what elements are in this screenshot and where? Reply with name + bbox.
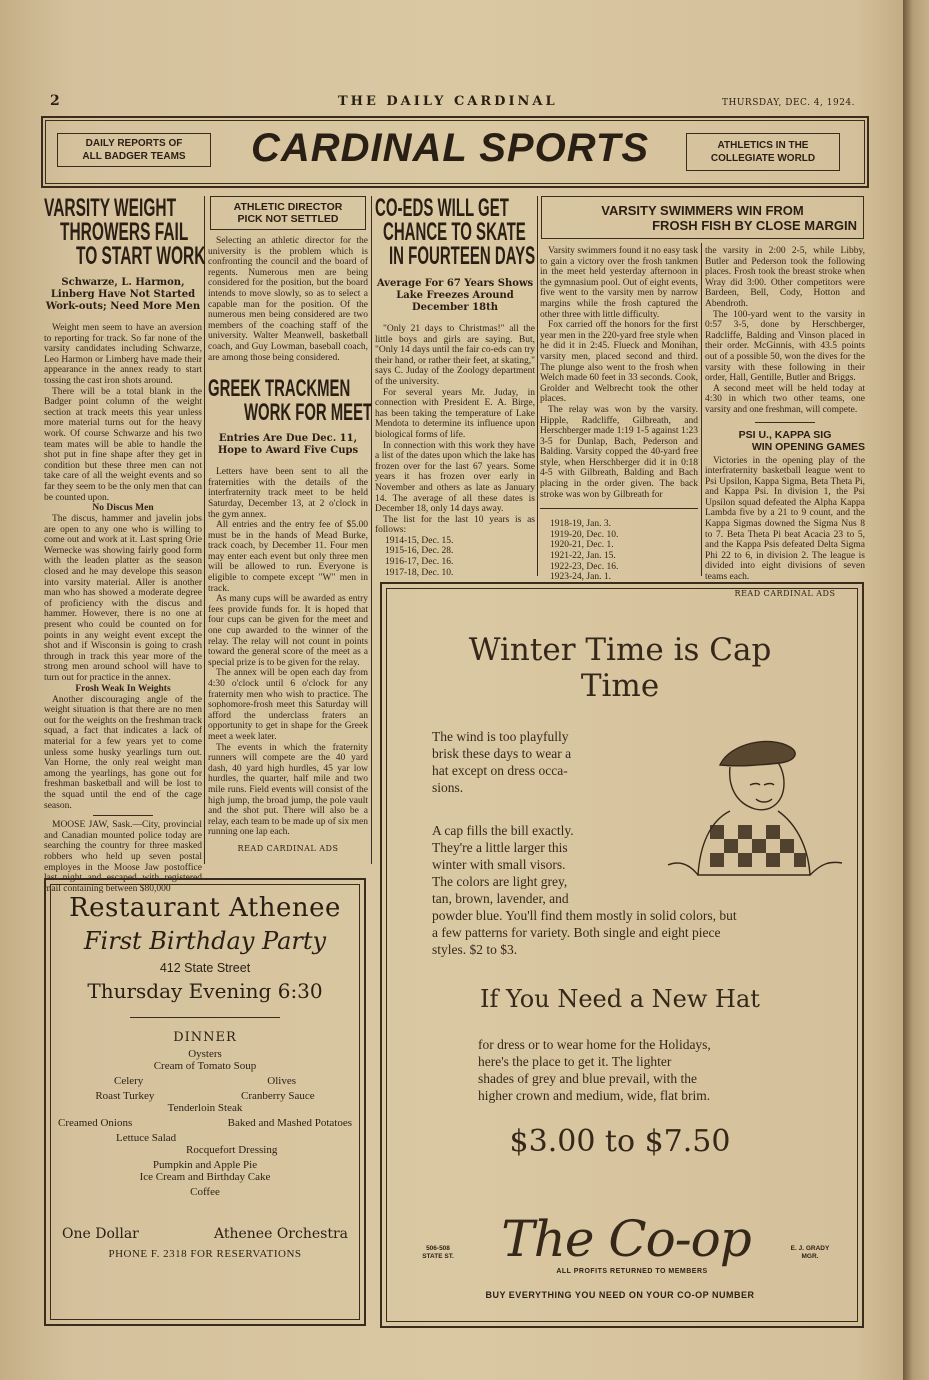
menu-row xyxy=(52,1090,358,1102)
dateline: THURSDAY, DEC. 4, 1924. xyxy=(722,98,856,108)
divider xyxy=(93,815,153,816)
price: One Dollar xyxy=(62,1226,139,1242)
paragraph: The list for the last 10 years is as follows: xyxy=(375,514,535,536)
page-number: 2 xyxy=(50,93,60,109)
read-ads-footer: READ CARDINAL ADS xyxy=(237,843,339,853)
column-rule xyxy=(701,243,702,576)
banner-right-box xyxy=(686,133,840,171)
headline-line: CHANCE TO SKATE xyxy=(383,218,526,246)
article-deck: Average For 67 Years Shows Lake Freezes Around December 18th xyxy=(376,278,534,313)
text-line: for dress or to wear home for the Holidays, xyxy=(478,1037,711,1052)
column-rule xyxy=(371,196,372,864)
coop-logo-tagline: ALL PROFITS RETURNED TO MEMBERS xyxy=(556,1268,708,1275)
text-line: sions. xyxy=(432,780,464,795)
paragraph: As many cups will be awarded as entry fees provide funds for. It is hoped that four cups can be given for the meet and one cup awarded to the winner of the relay. The relay will not count in points toward the general score of the meet as a special prize is to be given for the relay. xyxy=(208,594,368,668)
coop-paragraph-2 xyxy=(432,822,672,907)
freeze-date-list xyxy=(385,536,535,578)
coop-paragraph-2-continued xyxy=(432,907,852,958)
headline-line: VARSITY WEIGHT xyxy=(44,194,177,222)
paragraph: Weight men seem to have an aversion to reporting for track. So far none of the varsity candidates including Schwarze, Leo Harmon or Limberg have made their appearance in the annex ready to start tossing the cast iron shots around. xyxy=(44,323,202,386)
list-item: 1918-19, Jan. 3. xyxy=(550,519,611,530)
text-line: styles. $2 to $3. xyxy=(432,942,518,957)
address: 412 State Street xyxy=(159,961,251,975)
divider xyxy=(755,422,815,423)
text-line: winter with small visors. xyxy=(432,857,566,872)
text-line: hat except on dress occa- xyxy=(432,763,568,778)
article-deck: Schwarze, L. Harmon, Linberg Have Not Started Work-outs; Need More Men xyxy=(45,277,201,312)
paragraph: A second meet will be held today at 4:30 in which two other teams, one varsity and one freshman, will compete. xyxy=(705,383,865,415)
list-item: 1921-22, Jan. 15. xyxy=(550,551,616,562)
coop-subheadline: If You Need a New Hat xyxy=(480,985,760,1013)
paragraph: Varsity swimmers found it no easy task to gain a victory over the frosh tankmen in the meet held yesterday afternoon in the gymnasium pool. Out of eight events, five went to the varsity men by narrow margins while the frosh captured the other three with little difficulty. xyxy=(540,246,698,320)
list-item: 1914-15, Dec. 15. xyxy=(385,535,454,546)
banner-right-line1: ATHLETICS IN THE xyxy=(717,140,809,151)
coop-headline xyxy=(400,632,840,704)
paragraph: Letters have been sent to all the fraternities with the details of the interfraternity track meet to be held Saturday, December 13, at 2 o'clock in the gym annex. xyxy=(208,467,368,520)
list-item: 1919-20, Dec. 10. xyxy=(550,529,619,540)
article-weight-throwers xyxy=(44,194,206,894)
menu-item: Rocquefort Dressing xyxy=(186,1144,278,1156)
paragraph: The discus, hammer and javelin jobs are open to any one who is willing to come out and work at it. Last spring Orie Wernecke was showing fairly good form with the leaden platter as the season closed and he may develope this season into varsity material. Aller is another man who has showed a moderate degree of proficiency with the discus and hammer. However, there is no one at present who could be counted on for points in any weight event except the shot and if Wisconsin is going to crash through in track this year more of the strong men around school will have to turn out for practice in the annex. xyxy=(44,514,202,683)
column-rule xyxy=(204,196,205,864)
coop-footer: BUY EVERYTHING YOU NEED ON YOUR CO-OP NUMBER xyxy=(485,1290,755,1300)
paragraph: All entries and the entry fee of $5.00 must be in the hands of Mead Burke, track coach, by December 11. Four men may enter each event but only three men will be allowed to run. Everyone is eligible to compete except "W" men in track. xyxy=(208,520,368,594)
list-item: 1923-24, Jan. 1. xyxy=(550,572,611,583)
headline-line: IN FOURTEEN DAYS xyxy=(389,242,536,270)
event-time: Thursday Evening 6:30 xyxy=(87,979,323,1003)
article-body xyxy=(208,467,368,838)
text-line: shades of grey and blue prevail, with the xyxy=(478,1071,697,1086)
menu-item: Creamed Onions xyxy=(58,1117,133,1129)
menu-item: Lettuce Salad xyxy=(116,1132,177,1144)
coop-paragraph-3 xyxy=(478,1036,818,1104)
section-title: CARDINAL SPORTS xyxy=(250,126,649,170)
menu-item: Tenderloin Steak xyxy=(167,1102,243,1114)
paragraph: The 100-yard went to the varsity in 0:57 3-5, done by Herschberger, Radcliffe, Balding and Vinson placed in their order. McGinnis, with 43.5 points out of a possible 50, won the dives for the varsity with these following in their order, Hall, Gentille, Butler and Briggs. xyxy=(705,309,865,384)
headline-line: FROSH FISH BY CLOSE MARGIN xyxy=(652,218,857,233)
menu-row xyxy=(52,1075,358,1087)
headline-line: ATHLETIC DIRECTOR xyxy=(233,201,343,213)
subheading: No Discus Men xyxy=(92,503,154,514)
ad-bottom-row xyxy=(52,1226,358,1242)
list-item: 1920-21, Dec. 1. xyxy=(550,540,614,551)
list-item: 1915-16, Dec. 28. xyxy=(385,546,454,557)
text-line: The colors are light grey, xyxy=(432,874,568,889)
text-line: here's the place to get it. The lighter xyxy=(478,1054,672,1069)
menu-item: Pumpkin and Apple Pie xyxy=(152,1159,258,1171)
menu-item: Oysters xyxy=(188,1048,222,1060)
headline-line: THROWERS FAIL xyxy=(60,218,189,246)
article-coeds-skate xyxy=(375,196,535,578)
paragraph: MOOSE JAW, Sask.—City, provincial and Canadian mounted police today are searching the country for three masked robbers who held up seven postal employes in the Moose Jaw postoffice last night and escaped with registered mail containing between $80,000 xyxy=(44,820,202,894)
banner-left-line2: ALL BADGER TEAMS xyxy=(82,151,186,162)
article-body xyxy=(375,324,535,536)
price-range: $3.00 to $7.50 xyxy=(509,1124,731,1159)
text-line: tan, brown, lavender, and xyxy=(432,891,569,906)
paragraph: The events in which the fraternity runners will compete are the 40 yard dash, 40 yard high hurdles, 45 yar low hurdles, the quarter, half mile and two mile runs. Field events will consist of the high jump, the broad jump, the pole vault and the shot put. There will also be a relay, each team to be made up of six men running one lap each. xyxy=(208,742,368,838)
headline-line: WORK FOR MEET xyxy=(244,399,373,427)
paragraph: Another discouraging angle of the weight situation is that there are no men out for the weights on the freshman track squad, a fact that indicates a lack of material for a few years yet to come unless some husky yearlings turn out. Van Horne, the only real weight man among the yearlings, has gone out for freshman basketball and will be lost to the squad until the end of the cage season. xyxy=(44,694,202,811)
banner-right-line2: COLLEGIATE WORLD xyxy=(710,153,816,164)
article-body xyxy=(44,323,202,894)
text-line: A cap fills the bill exactly. xyxy=(432,823,574,838)
menu-heading: DINNER xyxy=(173,1030,237,1045)
menu-item: Baked and Mashed Potatoes xyxy=(227,1117,352,1129)
menu-row xyxy=(52,1117,358,1129)
event-title: First Birthday Party xyxy=(83,927,327,955)
divider xyxy=(130,1017,280,1018)
article-body xyxy=(705,456,865,583)
paragraph: There will be a total blank in the Badger point column of the weight section at track meets this year unless more material turns out for the heavy work. Of course Schwarze and his two team mates will be able to handle the shot put in fine shape after they get in condition but these three men can not take care of all the weight events and so far they seem to be the only men that can be counted upon. xyxy=(44,386,202,503)
text-line: E. J. GRADY xyxy=(790,1245,830,1252)
headline-line: PSI U., KAPPA SIG xyxy=(738,428,832,441)
text-line: The wind is too playfully xyxy=(432,729,569,744)
menu-item: Roast Turkey xyxy=(95,1090,155,1102)
banner-left-box xyxy=(57,133,211,167)
phone: PHONE F. 2318 FOR RESERVATIONS xyxy=(108,1248,302,1260)
paragraph: For several years Mr. Juday, in connection with President E. A. Birge, has been taking the temperature of Lake Mendota to determine its influence upon biological forms of life. xyxy=(375,387,535,440)
coop-paragraph-1 xyxy=(432,728,662,796)
text-line: 506-508 xyxy=(426,1245,450,1252)
coop-logo: The Co-op xyxy=(501,1210,751,1268)
list-item: 1917-18, Dec. 10. xyxy=(385,567,454,578)
man-in-cap-illustration xyxy=(660,725,860,885)
banner-left-line1: DAILY REPORTS OF xyxy=(85,138,183,149)
divider xyxy=(540,508,698,509)
paragraph: In connection with this work they have a list of the dates upon which the lake has frozen over for the last 67 years. Some years it has frozen over early in November and others as late as January 14. The average of all these dates is December 18, only 14 days away. xyxy=(375,440,535,515)
text-line: They're a little larger this xyxy=(432,840,568,855)
paragraph: The annex will be open each day from 4:30 o'clock until 6 o'clock for any fraternity men who wish to practice. The sophomore-frosh meet this Saturday will afford the underclass fraters an opportunity to get in shape for the Greek meet a week later. xyxy=(208,668,368,742)
text-line: higher crown and medium, wide, flat brim. xyxy=(478,1088,711,1103)
text-line: a few patterns for variety. Both single and eight piece xyxy=(432,925,721,940)
subheading: Frosh Weak In Weights xyxy=(75,683,171,694)
text-line: MGR. xyxy=(801,1253,819,1260)
headline-line: CO-EDS WILL GET xyxy=(375,194,509,222)
headline-line: PICK NOT SETTLED xyxy=(237,213,339,225)
article-swimmers xyxy=(540,246,698,583)
paragraph: "Only 21 days to Christmas!" all the little boys and girls are saying. But, "Only 14 days until the fair co-eds can try their hand, or rather their feet, at skating," says C. Juday of the Zoology department of the university. xyxy=(375,324,535,387)
article-swimmers-continued xyxy=(705,246,865,598)
read-ads-footer: READ CARDINAL ADS xyxy=(734,588,836,598)
text-line: STATE ST. xyxy=(422,1253,454,1260)
page-edge-shadow xyxy=(903,0,929,1380)
text-line: powder blue. You'll find them mostly in solid colors, but xyxy=(432,908,737,923)
freeze-date-list-continued xyxy=(550,519,698,583)
restaurant-ad xyxy=(52,893,358,1260)
paragraph: Selecting an athletic director for the university is the problem which is confronting the council and the board of regents. Numerous men are being considered for the position, but the board intends to move slowly, so as to select a capable man for the position. Of the numerous men being considered are two members of the coaching staff of the university. Walter Meanwell, basketball coach, and Guy Lowman, baseball coach, are among those being considered. xyxy=(208,236,368,363)
paragraph: Victories in the opening play of the interfraternity basketball league went to Psi Upsilon, Kappa Sigma, Beta Theta Pi, and Kappa Psi. In division 1, the Psi Upsilon squad defeated the Alpha Kappa Lambda five by a 21 to 9 count, and the Kappa Sigmas downed the Sigma Nus 8 to 7. Beta Theta Pi beat Acacia 23 to 5, and the Kappa Psis defeated Delta Sigma Phi 22 to 6, in division 2. The league is divided into eight divisions of seven teams each. xyxy=(705,455,865,583)
list-item: 1922-23, Dec. 16. xyxy=(550,561,619,572)
headline-line: WIN OPENING GAMES xyxy=(751,440,865,453)
paragraph: Fox carried off the honors for the first year men in the 220-yard free style when he did it in 2:45. Flueck and Monihan, varsity men, placed second and third. The plunge also went to the frosh when Welch made 60 feet in 33 seconds. Cook, Grolder and Welbrecht took the other places. xyxy=(540,320,698,405)
store-address xyxy=(410,1245,466,1261)
article-body xyxy=(540,246,698,500)
menu-item: Celery xyxy=(113,1075,144,1087)
article-body xyxy=(208,236,368,363)
menu-item: Coffee xyxy=(190,1186,220,1198)
headline-line: GREEK TRACKMEN xyxy=(208,375,351,403)
headline-line: VARSITY SWIMMERS WIN FROM xyxy=(601,203,804,218)
headline-line: Time xyxy=(580,668,660,704)
headline-line: TO START WORK xyxy=(76,242,206,270)
article-deck: Entries Are Due Dec. 11, Hope to Award Five Cups xyxy=(217,433,359,457)
menu-item: Olives xyxy=(267,1075,297,1087)
text-line: brisk these days to wear a xyxy=(432,746,572,761)
article-body xyxy=(705,246,865,416)
paragraph: The relay was won by the varsity. Hipple, Radcliffe, Gilbreath, and Herschberger made 1:19 1-5 against 1:23 3-5 for Dunlap, Bach, Pederson and Balding. Varsity copped the 40-yard free style, when Herschberger did it in 0:18 4-5 with Gilbreath, Balding and Bach placing in the order given. The back stroke was won by Gilbreath for xyxy=(540,404,698,500)
box-headline xyxy=(210,196,366,230)
headline-line: Winter Time is Cap xyxy=(468,632,772,668)
menu-item: Cranberry Sauce xyxy=(241,1090,315,1102)
article-athletic-director xyxy=(208,196,373,853)
paragraph: the varsity in 2:00 2-5, while Libby, Butler and Pederson took the following places. Frosh took the breast stroke when Wray did 3:00. Other competitors were Bardeen, Bell, Cody, Hotton and Abendroth. xyxy=(705,246,865,309)
list-item: 1916-17, Dec. 16. xyxy=(385,557,454,568)
orchestra: Athenee Orchestra xyxy=(214,1226,348,1242)
menu-item: Ice Cream and Birthday Cake xyxy=(139,1171,271,1183)
box-headline-swimmers xyxy=(541,196,864,239)
store-manager xyxy=(778,1245,842,1261)
masthead: THE DAILY CARDINAL xyxy=(338,94,558,109)
greek-trackmen-headline xyxy=(208,375,373,427)
restaurant-name: Restaurant Athenee xyxy=(69,893,341,923)
menu-item: Cream of Tomato Soup xyxy=(153,1060,257,1072)
